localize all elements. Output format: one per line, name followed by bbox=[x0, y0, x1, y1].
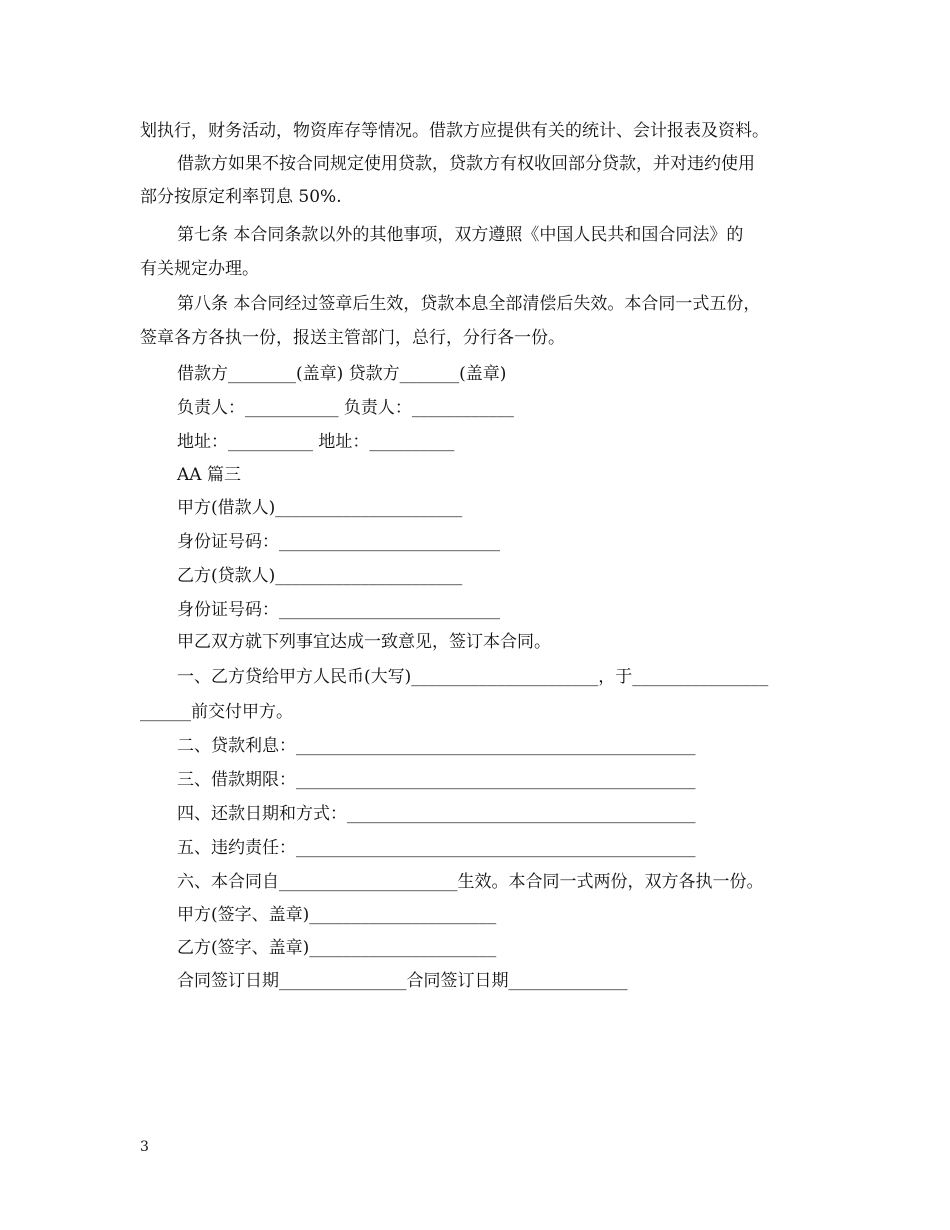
page-number: 3 bbox=[140, 1139, 149, 1155]
form-line: 乙方(签字、盖章)______________________ bbox=[177, 938, 497, 958]
text-line: 甲乙双方就下列事宜达成一致意见，签订本合同。 bbox=[177, 632, 551, 652]
signature-line: 地址：__________ 地址：__________ bbox=[177, 432, 455, 452]
form-line: 合同签订日期_______________合同签订日期______________ bbox=[177, 971, 628, 991]
form-line: 身份证号码：__________________________ bbox=[177, 532, 500, 552]
text-line: 签章各方各执一份，报送主管部门，总行，分行各一份。 bbox=[140, 328, 565, 348]
signature-line: 负责人：___________ 负责人：____________ bbox=[177, 398, 514, 418]
text-line: 部分按原定利率罚息 50%. bbox=[140, 187, 342, 207]
form-line: 身份证号码：__________________________ bbox=[177, 600, 500, 620]
signature-line: 借款方________(盖章) 贷款方_______(盖章) bbox=[177, 364, 507, 384]
form-line: 一、乙方贷给甲方人民币(大写)______________________，于________________ bbox=[177, 667, 769, 687]
form-line: 二、贷款利息：_______________________________________________ bbox=[177, 736, 696, 756]
section-heading: AA 篇三 bbox=[177, 465, 241, 485]
form-line: 乙方(贷款人)______________________ bbox=[177, 566, 463, 586]
form-line: 六、本合同自_____________________生效。本合同一式两份，双方各执一份。 bbox=[177, 872, 764, 892]
form-line: 三、借款期限：_______________________________________________ bbox=[177, 770, 696, 790]
text-line: 借款方如果不按合同规定使用贷款，贷款方有权收回部分贷款，并对违约使用 bbox=[177, 154, 755, 174]
text-line: 有关规定办理。 bbox=[140, 259, 259, 279]
text-line: 第七条 本合同条款以外的其他事项，双方遵照《中国人民共和国合同法》的 bbox=[177, 225, 744, 245]
form-line: 四、还款日期和方式：_________________________________________ bbox=[177, 804, 696, 824]
text-line: 第八条 本合同经过签章后生效，贷款本息全部清偿后失效。本合同一式五份， bbox=[177, 294, 761, 314]
form-line: ______前交付甲方。 bbox=[140, 702, 293, 722]
form-line: 甲方(签字、盖章)______________________ bbox=[177, 905, 497, 925]
text-line: 划执行，财务活动，物资库存等情况。借款方应提供有关的统计、会计报表及资料。 bbox=[140, 121, 769, 141]
form-line: 五、违约责任：_______________________________________________ bbox=[177, 838, 696, 858]
form-line: 甲方(借款人)______________________ bbox=[177, 498, 463, 518]
